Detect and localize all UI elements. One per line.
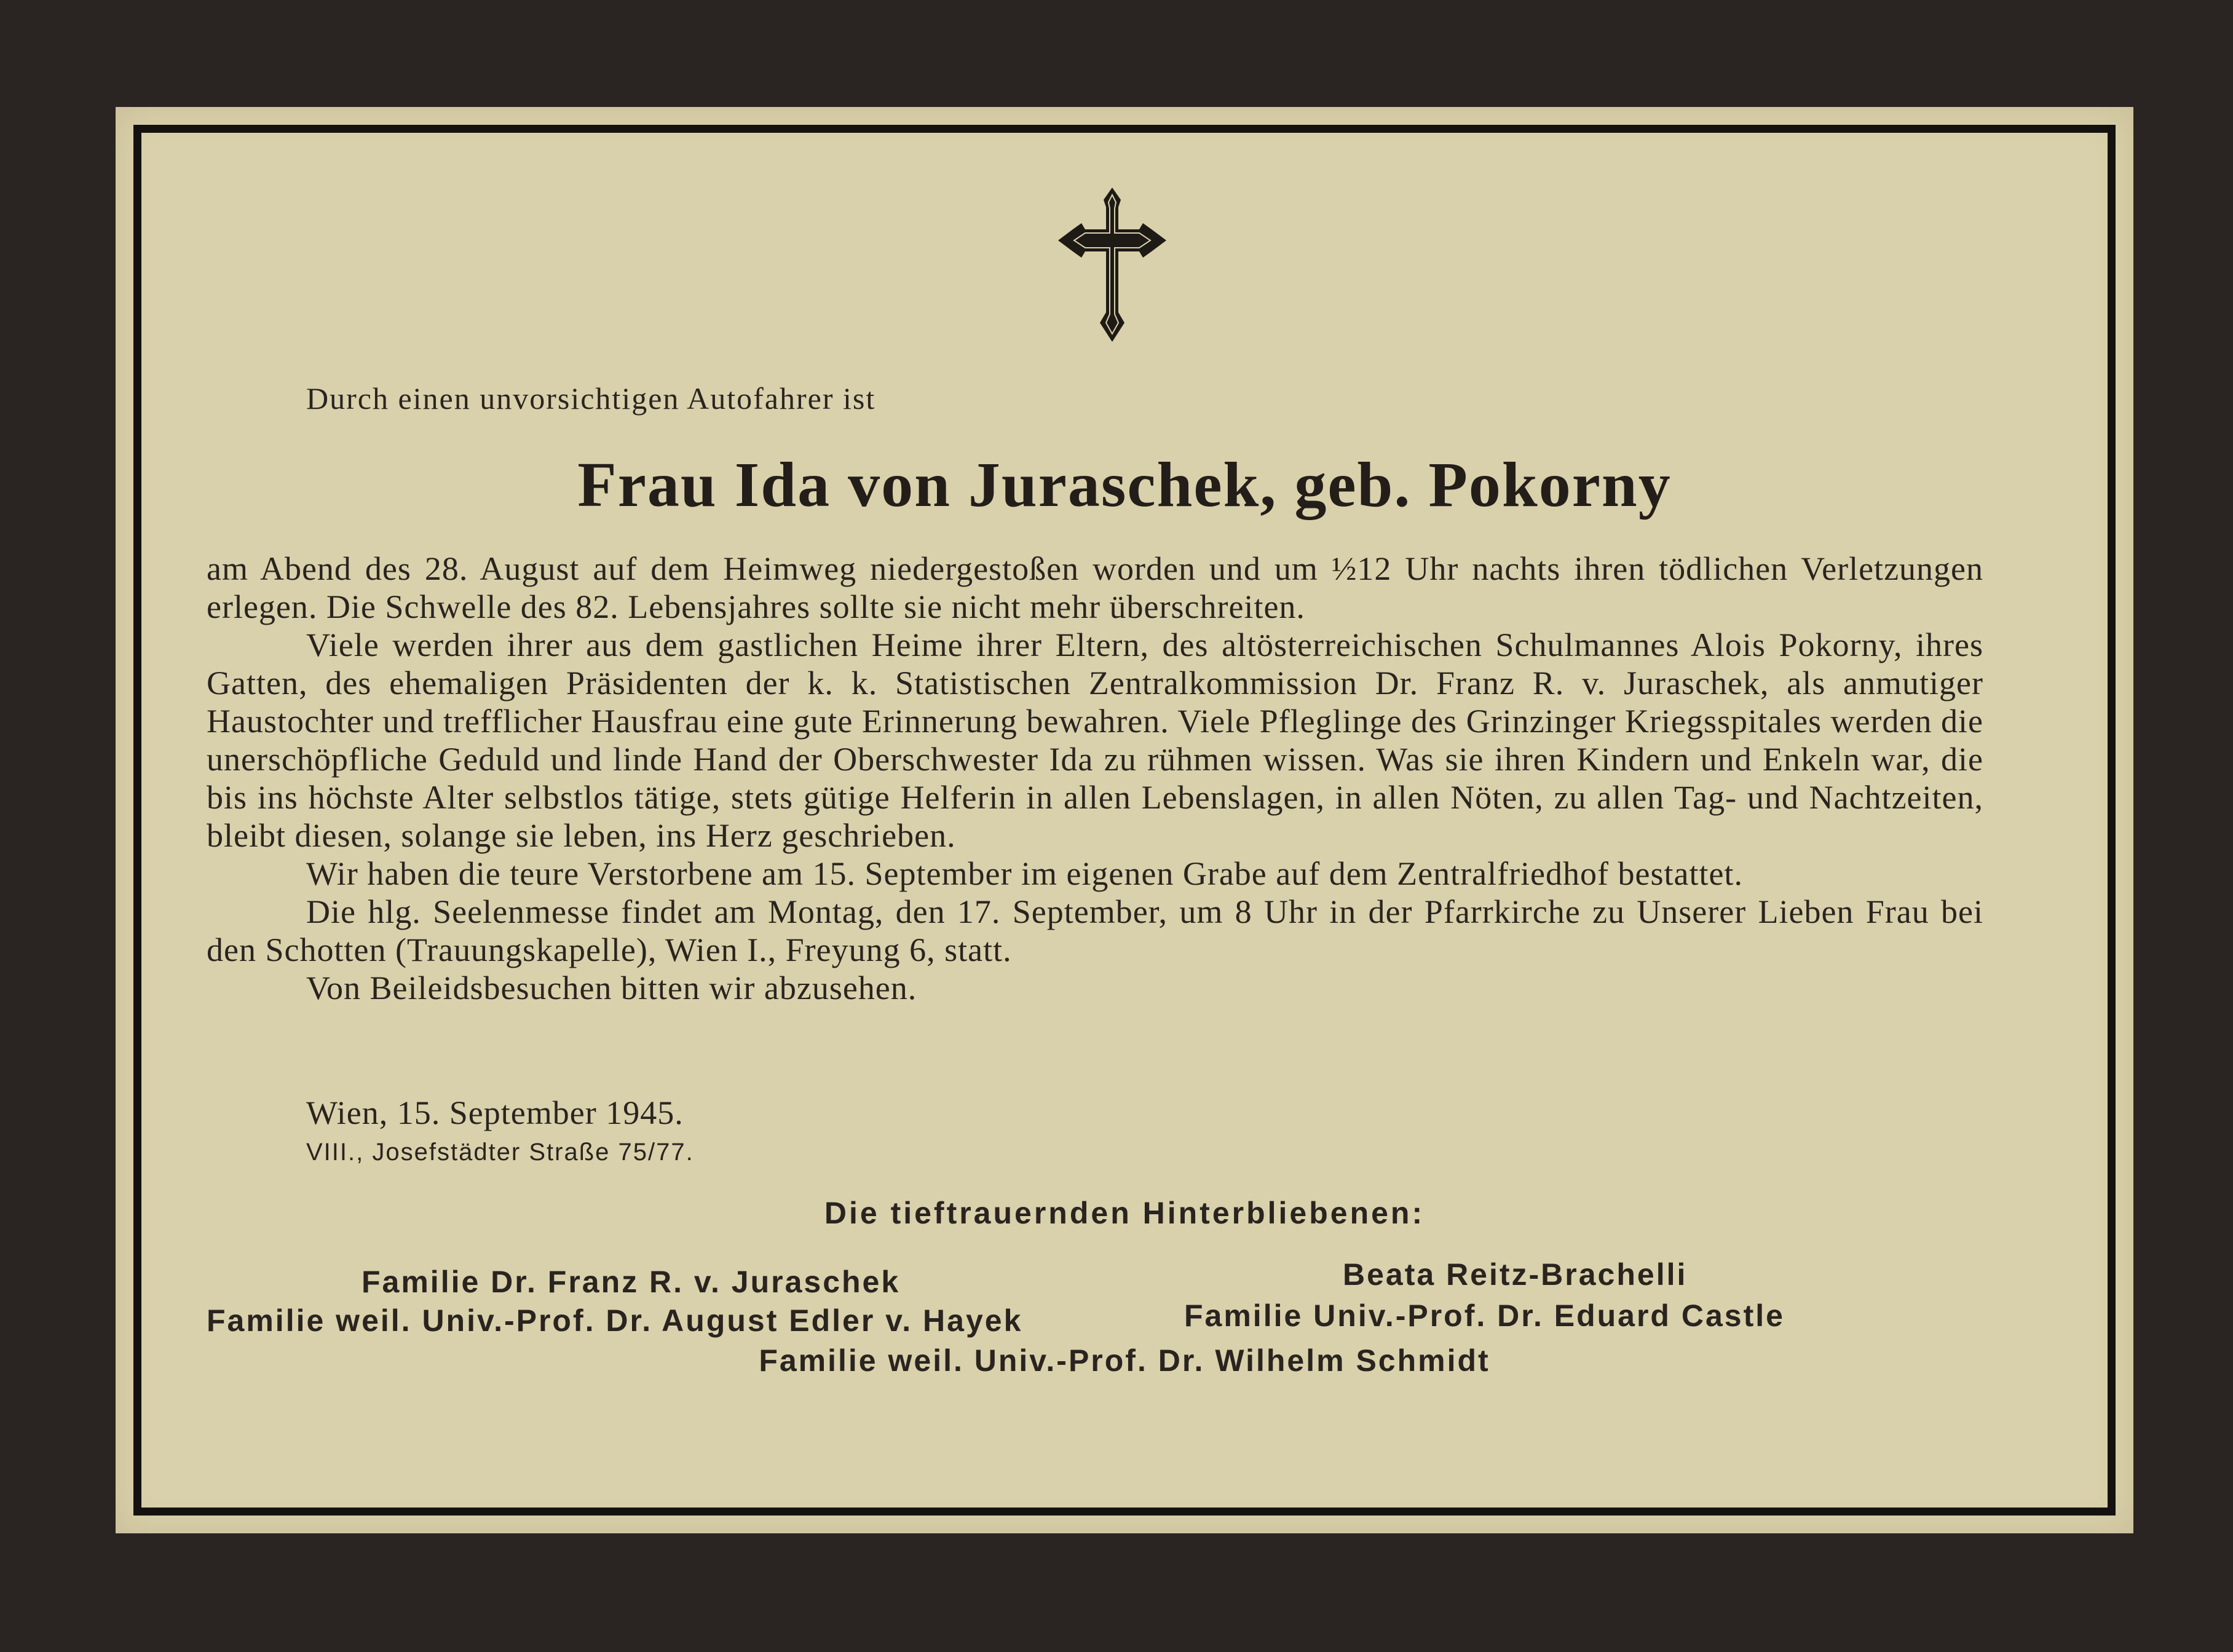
intro-line: Durch einen unvorsichtigen Autofahrer ist bbox=[306, 381, 876, 416]
mourner-5: Familie weil. Univ.-Prof. Dr. Wilhelm Schmidt bbox=[759, 1343, 1490, 1378]
cross-icon bbox=[1057, 186, 1168, 343]
deceased-name: Frau Ida von Juraschek, geb. Pokorny bbox=[577, 449, 1672, 520]
paragraph-2: Viele werden ihrer aus dem gastlichen Heime ihrer Eltern, des altösterreichischen Schulmannes Alois Pokorny, ihres Gatten, des ehemaligen Präsidenten der k. k. Statistischen Zentralkommission Dr. Franz R. v. Juraschek, als anmutiger Haustochter und trefflicher Hausfrau eine gute Erinnerung bewahren. Viele Pfleglinge des Grinzinger Kriegsspitales werden die unerschöpfliche Geduld und linde Hand der Oberschwester Ida zu rühmen wissen. Was sie ihren Kindern und Enkeln war, die bis ins höchste Alter selbstlos tätige, stets gütige Helferin in allen Lebenslagen, in allen Nöten, zu allen Tag- und Nachtzeiten, bleibt diesen, solange sie leben, ins Herz geschrieben. bbox=[207, 626, 1983, 854]
notice-content bbox=[116, 107, 2133, 1533]
mourner-4: Familie Univ.-Prof. Dr. Eduard Castle bbox=[1184, 1298, 1785, 1333]
paragraph-5: Von Beileidsbesuchen bitten wir abzusehen. bbox=[306, 970, 917, 1006]
mourner-1: Familie Dr. Franz R. v. Juraschek bbox=[362, 1265, 901, 1299]
mourners-heading: Die tieftrauernden Hinterbliebenen: bbox=[824, 1196, 1425, 1230]
mourner-3: Familie weil. Univ.-Prof. Dr. August Edler v. Hayek bbox=[207, 1303, 1023, 1338]
notice-body bbox=[207, 550, 1983, 1007]
paragraph-3: Wir haben die teure Verstorbene am 15. September im eigenen Grabe auf dem Zentralfriedhof bestattet. bbox=[306, 855, 1743, 892]
paragraph-1: am Abend des 28. August auf dem Heimweg niedergestoßen worden und um ½12 Uhr nachts ihren tödlichen Verletzungen erlegen. Die Schwelle des 82. Lebensjahres sollte sie nicht mehr überschreiten. bbox=[207, 550, 1983, 625]
address: VIII., Josefstädter Straße 75/77. bbox=[306, 1139, 694, 1166]
place-date: Wien, 15. September 1945. bbox=[306, 1094, 684, 1131]
mourner-2: Beata Reitz-Brachelli bbox=[1343, 1257, 1688, 1292]
death-notice-card bbox=[116, 107, 2133, 1533]
paragraph-4: Die hlg. Seelenmesse findet am Montag, den 17. September, um 8 Uhr in der Pfarrkirche zu Unserer Lieben Frau bei den Schotten (Trauungskapelle), Wien I., Freyung 6, statt. bbox=[207, 893, 1983, 968]
